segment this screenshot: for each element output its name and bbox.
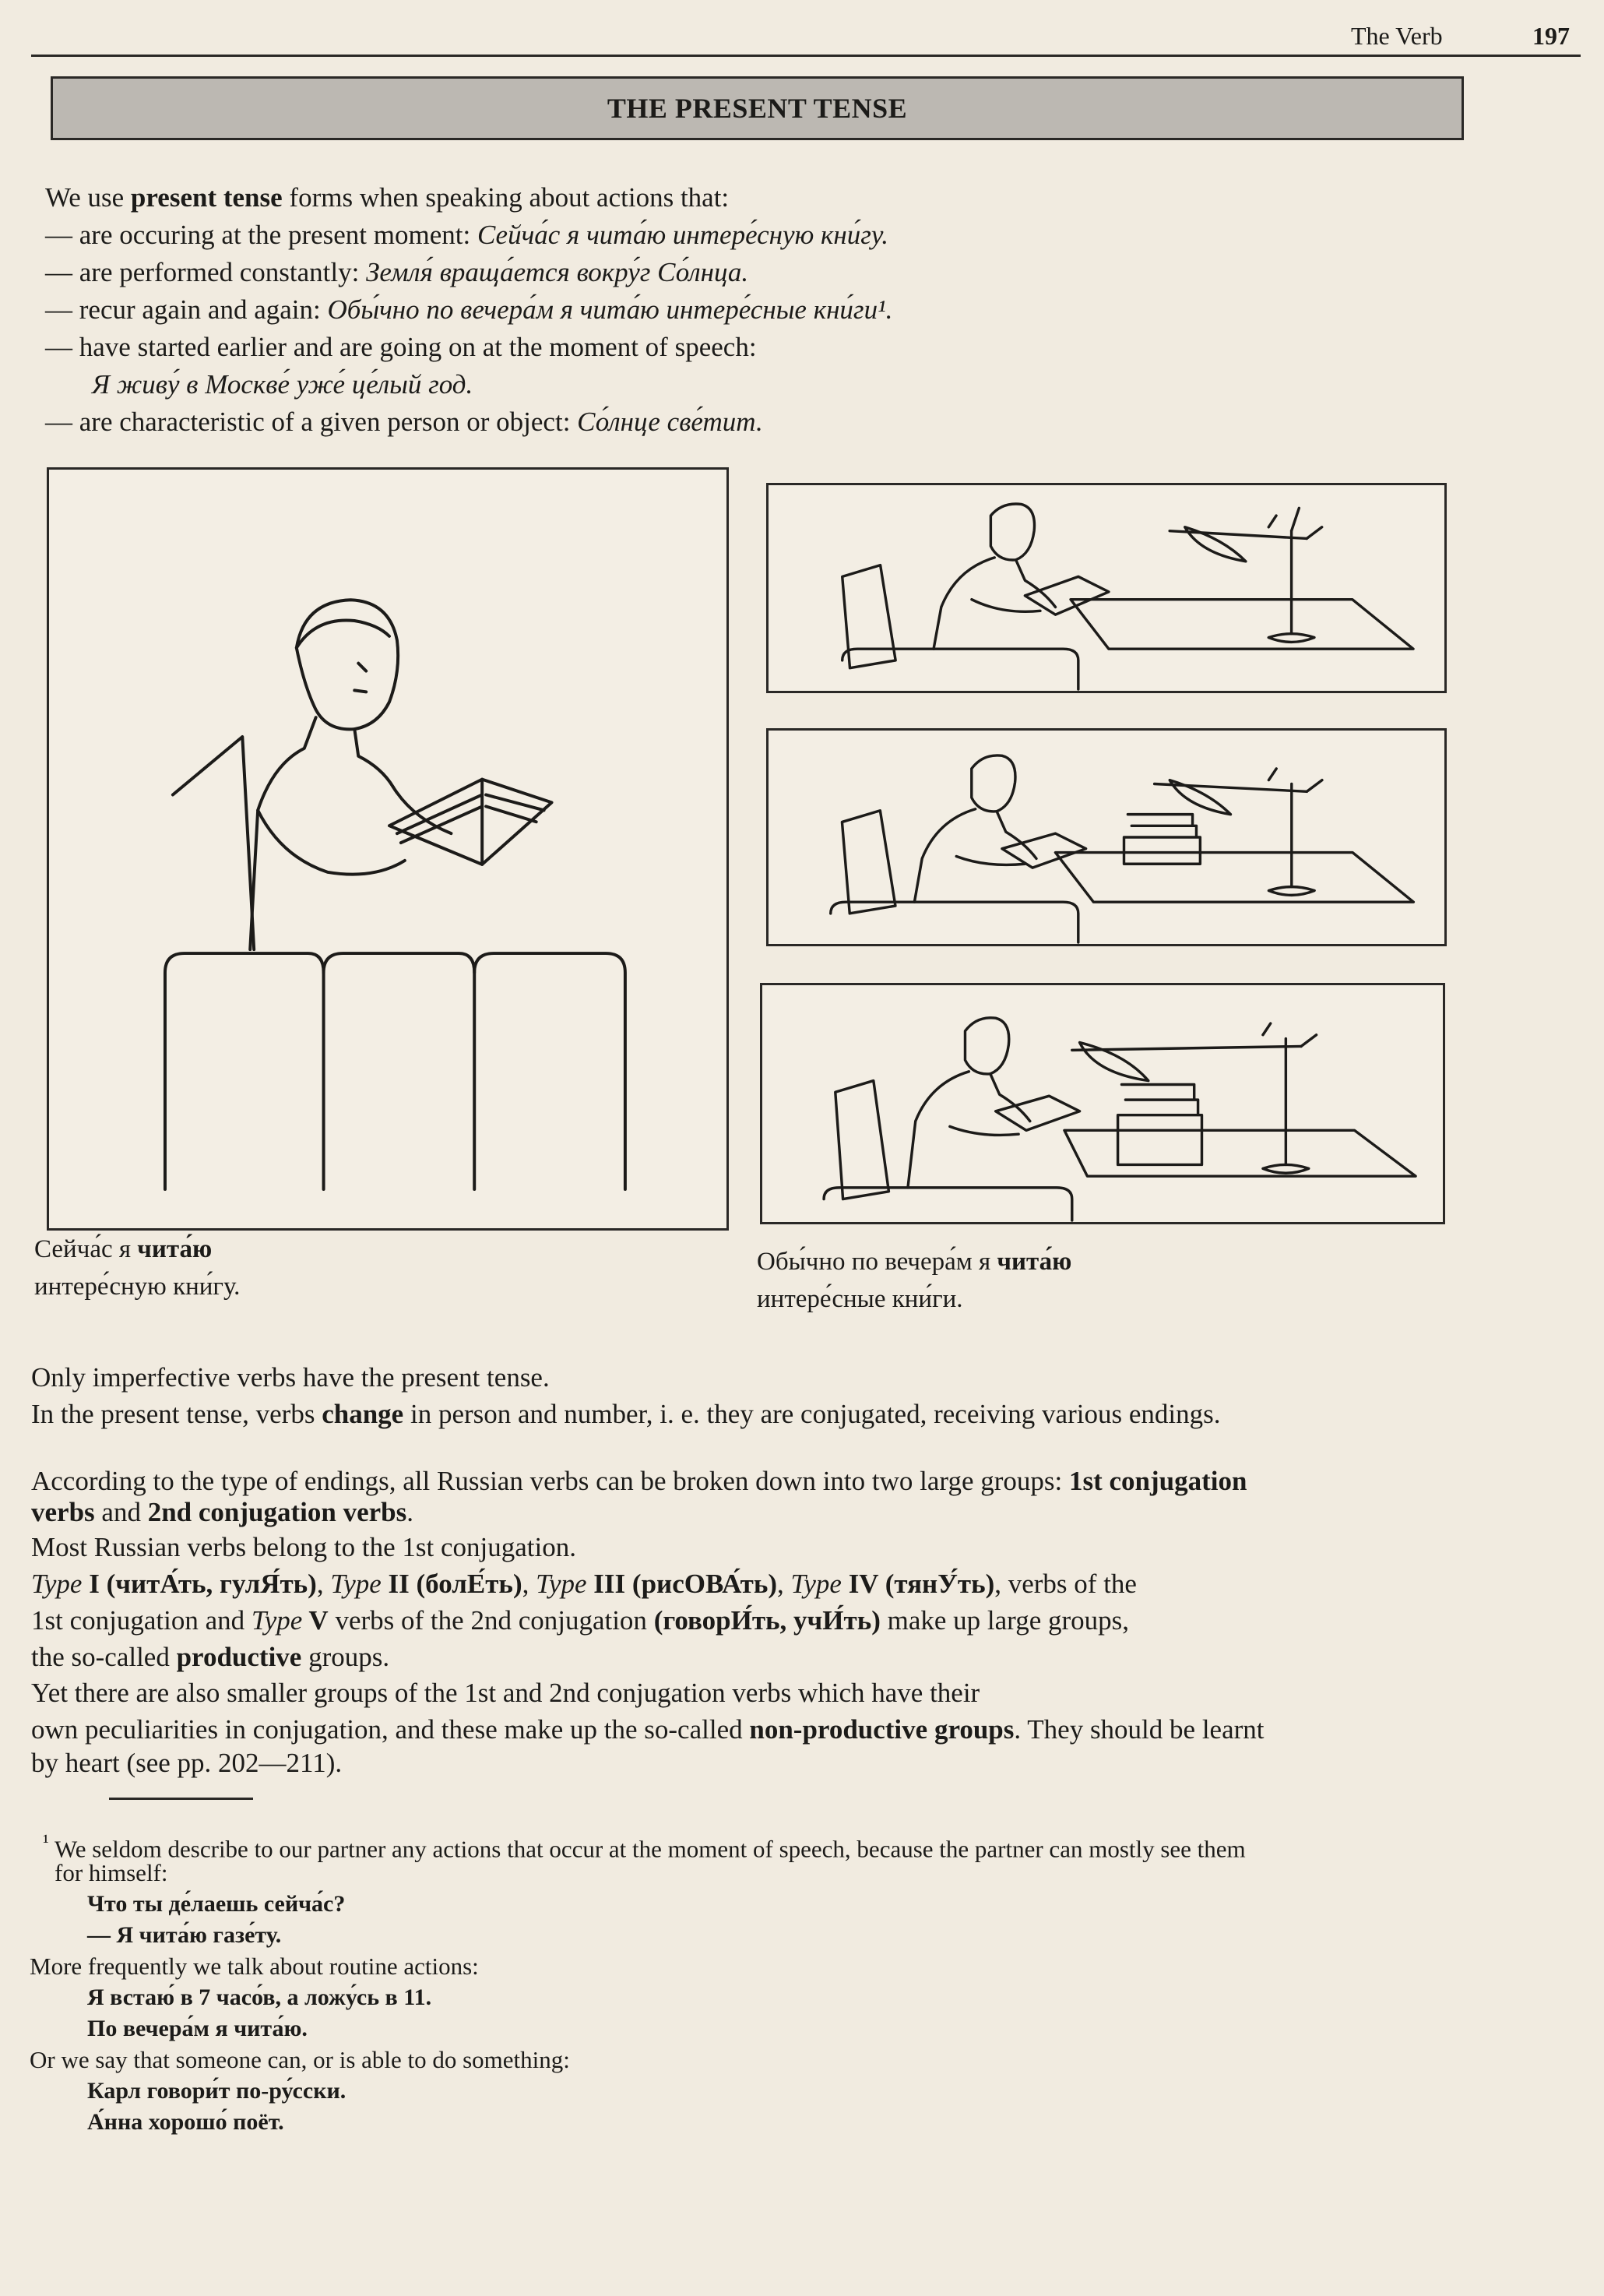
- text: . They should be learnt: [1014, 1714, 1265, 1745]
- text: make up large groups,: [880, 1605, 1130, 1636]
- footnote-example: Что ты де́лаешь сейча́с?: [87, 1891, 346, 1917]
- text: According to the type of endings, all Russian verbs can be broken down into two large groups:: [31, 1466, 1069, 1496]
- caption-right-line2: интере́сные кни́ги.: [757, 1285, 963, 1313]
- footnote-example: Я встаю́ в 7 часо́в, а ложу́сь в 11.: [87, 1984, 432, 2010]
- bold-text: 2nd conjugation verbs: [147, 1497, 407, 1527]
- type-number: II: [381, 1569, 417, 1599]
- intro-item: [92, 366, 473, 403]
- bold-text: change: [322, 1399, 404, 1429]
- intro-item-text: — have started earlier and are going on at the moment of speech:: [45, 332, 757, 362]
- caption-left-line1: [34, 1231, 240, 1268]
- caption-verb: чита́ю: [997, 1248, 1072, 1276]
- paragraph-conjugated: [31, 1396, 1220, 1433]
- intro-item: [45, 254, 748, 291]
- running-head: The Verb: [1351, 22, 1443, 50]
- intro-item-example: Обы́чно по вечера́м я чита́ю интере́сные кни́ги¹.: [327, 294, 893, 325]
- type-label: Type: [790, 1569, 842, 1599]
- boy-reading-books-drawing: [769, 731, 1444, 944]
- type-label: Type: [251, 1605, 303, 1636]
- footnote-line3: More frequently we talk about routine actions:: [30, 1953, 479, 1980]
- paragraph-groups-line2: [31, 1494, 413, 1531]
- type-example: (рисОВА́ть): [631, 1569, 777, 1599]
- footnote-line2: for himself:: [55, 1859, 168, 1886]
- paragraph-types-line2: [31, 1602, 1129, 1639]
- section-title-bar: [51, 76, 1464, 140]
- caption-left: [34, 1231, 240, 1305]
- footnote-marker: ¹: [43, 1830, 49, 1853]
- intro-item-example: Я живу́ в Москве́ уже́ це́лый год.: [92, 369, 473, 400]
- intro-item-example: Со́лнце све́тит.: [577, 407, 763, 437]
- type-example: (говорИ́ть, учИ́ть): [653, 1605, 881, 1636]
- type-label: Type: [31, 1569, 83, 1599]
- caption-right: [757, 1243, 1071, 1318]
- section-title: THE PRESENT TENSE: [607, 93, 908, 124]
- paragraph-smaller-groups: Yet there are also smaller groups of the 1st and 2nd conjugation verbs which have their: [31, 1678, 980, 1708]
- illustration-reading-large: [47, 467, 729, 1231]
- boy-reading-drawing: [49, 470, 726, 1228]
- illustration-reading-small-3: [760, 983, 1445, 1224]
- footnote-example: А́нна хорошо́ поёт.: [87, 2109, 284, 2135]
- page-number: 197: [1532, 22, 1570, 50]
- intro-item: [45, 217, 888, 254]
- intro-lead-text-2: forms when speaking about actions that:: [282, 182, 730, 213]
- intro-item-text: — are performed constantly:: [45, 257, 367, 287]
- footnote-rule: [109, 1798, 253, 1800]
- intro-item-text: — recur again and again:: [45, 294, 328, 325]
- bold-text: non-productive groups: [749, 1714, 1015, 1745]
- text: and: [94, 1497, 148, 1527]
- intro-lead: [45, 179, 729, 217]
- footnote-example: По вечера́м я чита́ю.: [87, 2016, 308, 2041]
- paragraph-productive: [31, 1639, 389, 1676]
- type-number: III: [586, 1569, 632, 1599]
- boy-reading-lamp-drawing: [769, 485, 1444, 691]
- intro-lead-bold: present tense: [130, 182, 283, 213]
- bold-text: verbs: [31, 1497, 95, 1527]
- intro-item: [45, 291, 892, 329]
- type-label: Type: [330, 1569, 382, 1599]
- text: , verbs of the: [994, 1569, 1137, 1599]
- caption-verb: чита́ю: [137, 1235, 213, 1263]
- paragraph-types: Type I (читА́ть, гулЯ́ть), Type II (болЕ́ть), Type III (рисОВА́ть), Type IV (тянУ́ть), verbs of the: [31, 1569, 1137, 1599]
- footnote-line1: [43, 1826, 1246, 1865]
- footnote-example: Карл говори́т по-ру́сски.: [87, 2078, 346, 2104]
- type-example: (читА́ть, гулЯ́ть): [106, 1569, 317, 1599]
- text: the so-called: [31, 1642, 177, 1672]
- intro-item-text: — are occuring at the present moment:: [45, 220, 477, 250]
- text: In the present tense, verbs: [31, 1399, 322, 1429]
- footnote-text: We seldom describe to our partner any actions that occur at the moment of speech, because the partner can mostly see them: [54, 1835, 1246, 1863]
- text: in person and number, i. e. they are conjugated, receiving various endings.: [403, 1399, 1221, 1429]
- type-number: V: [302, 1605, 329, 1636]
- paragraph-most-verbs: Most Russian verbs belong to the 1st conjugation.: [31, 1532, 576, 1562]
- footnote-line4: Or we say that someone can, or is able to do something:: [30, 2046, 570, 2073]
- illustration-reading-small-1: [766, 483, 1447, 693]
- text: verbs of the 2nd conjugation: [328, 1605, 654, 1636]
- text: .: [406, 1497, 414, 1527]
- type-number: I: [82, 1569, 107, 1599]
- type-example: (тянУ́ть): [885, 1569, 995, 1599]
- paragraph-by-heart: by heart (see pp. 202—211).: [31, 1748, 343, 1778]
- intro-item-example: Земля́ враща́ется вокру́г Со́лнца.: [366, 257, 749, 287]
- paragraph-non-productive: [31, 1711, 1265, 1748]
- paragraph-imperfective: Only imperfective verbs have the present tense.: [31, 1362, 550, 1393]
- intro-item-example: Сейча́с я чита́ю интере́сную кни́гу.: [477, 220, 888, 250]
- text: groups.: [301, 1642, 390, 1672]
- bold-text: productive: [176, 1642, 302, 1672]
- type-number: IV: [841, 1569, 885, 1599]
- caption-right-line1: [757, 1243, 1071, 1280]
- illustration-reading-small-2: [766, 728, 1447, 946]
- caption-text: Обы́чно по вечера́м я: [757, 1248, 997, 1276]
- intro-lead-text: We use: [45, 182, 131, 213]
- intro-item-text: — are characteristic of a given person or object:: [45, 407, 578, 437]
- caption-left-line2: интере́сную кни́гу.: [34, 1273, 241, 1301]
- intro-item: [45, 329, 757, 366]
- boy-writing-books-drawing: [762, 985, 1443, 1222]
- type-example: (болЕ́ть): [416, 1569, 522, 1599]
- text: own peculiarities in conjugation, and these make up the so-called: [31, 1714, 750, 1745]
- text: 1st conjugation and: [31, 1605, 252, 1636]
- footnote-example: — Я чита́ю газе́ту.: [87, 1922, 282, 1948]
- header-rule: [31, 55, 1581, 57]
- intro-item: [45, 403, 763, 441]
- caption-text: Сейча́с я: [34, 1235, 138, 1263]
- bold-text: 1st conjugation: [1068, 1466, 1247, 1496]
- type-label: Type: [536, 1569, 587, 1599]
